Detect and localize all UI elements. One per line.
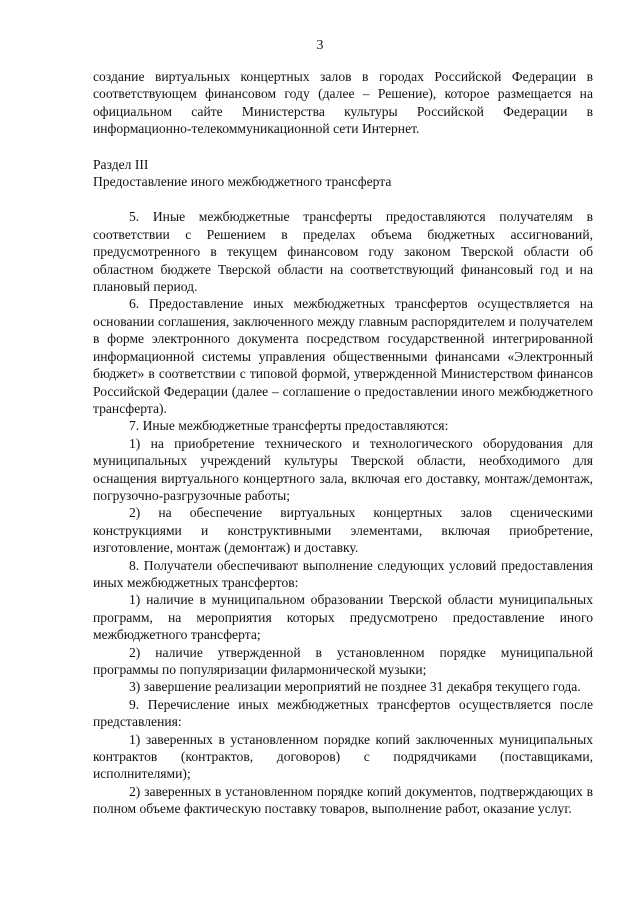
spacer — [93, 190, 593, 208]
paragraph-8: 8. Получатели обеспечивают выполнение следующих условий предоставления иных межбюджетных трансфертов: — [93, 557, 593, 590]
intro-paragraph: создание виртуальных концертных залов в городах Российской Федерации в соответствующем финансовом году (далее – Решение), которое размещается на официальном сайте Министерства культуры Российской Федерации в информационно-телекоммуникационной сети Интернет. — [93, 69, 593, 137]
paragraph-9-item-1: 1) заверенных в установленном порядке копий заключенных муниципальных контрактов (контрактов, договоров) с подрядчиками (поставщиками, исполнителями); — [93, 731, 593, 782]
paragraph-9: 9. Перечисление иных межбюджетных трансфертов осуществляется после представления: — [93, 696, 593, 730]
paragraph-9-item-2: 2) заверенных в установленном порядке копий документов, подтверждающих в полном объеме фактическую поставку товаров, выполнение работ, оказание услуг. — [93, 783, 593, 817]
page-number: 3 — [316, 38, 324, 53]
paragraph-5: 5. Иные межбюджетные трансферты предоставляются получателям в соответствии с Решением в пределах объема бюджетных ассигнований, предусмотренного в текущем финансовом году законом Тверской области об областном бюджете Тверской области на соответствующий финансовый год и на плановый период. — [93, 209, 593, 295]
paragraph-7: 7. Иные межбюджетные трансферты предоставляются: — [129, 418, 449, 434]
document-body — [93, 68, 593, 818]
paragraph-8-item-1: 1) наличие в муниципальном образовании Тверской области муниципальных программ, на мероприятия которых предусмотрено предоставление иного межбюджетного трансферта; — [93, 592, 593, 643]
paragraph-7-item-1: 1) на приобретение технического и технологического оборудования для муниципальных учреждений культуры Тверской области, необходимого для оснащения виртуального концертного зала, включая его доставку, монтаж/демонтаж, погрузочно-разгрузочные работы; — [93, 435, 593, 503]
paragraph-7-item-2: 2) на обеспечение виртуальных концертных залов сценическими конструкциями и конструктивными элементами, включая приобретение, изготовление, монтаж (демонтаж) и доставку. — [93, 505, 593, 556]
paragraph-8-item-2: 2) наличие утвержденной в установленном порядке муниципальной программы по популяризации филармонической музыки; — [93, 644, 593, 677]
section-title: Предоставление иного межбюджетного трансферта — [93, 174, 392, 190]
section-number: Раздел III — [93, 156, 149, 172]
spacer — [93, 138, 593, 156]
paragraph-6: 6. Предоставление иных межбюджетных трансфертов осуществляется на основании соглашения, заключенного между главным распорядителем и получателем в форме электронного документа посредством государственной интегрированной информационной системы управления общественными финансами «Электронный бюджет» в соответствии с типовой формой, утвержденной Министерством финансов Российской Федерации (далее – соглашение о предоставлении иного межбюджетного трансферта). — [93, 296, 593, 416]
paragraph-8-item-3: 3) завершение реализации мероприятий не позднее 31 декабря текущего года. — [129, 679, 581, 695]
